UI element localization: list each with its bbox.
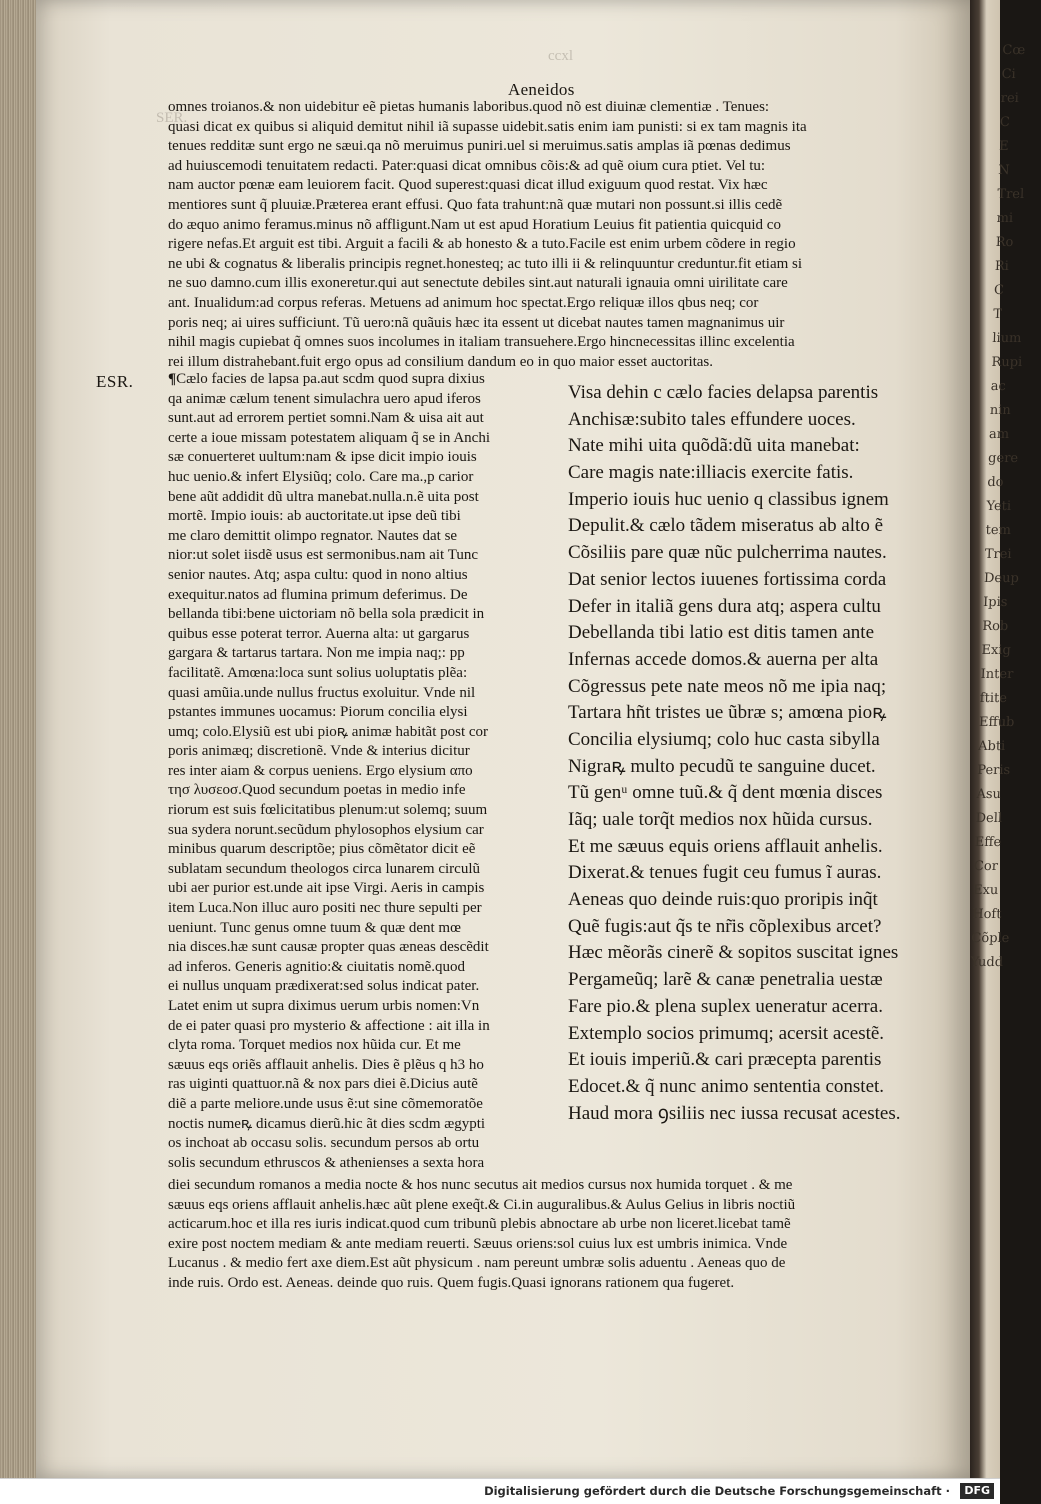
commentary-line: sua sydera norunt.secũdum phylosophos elysium car xyxy=(168,821,484,838)
facing-page-fragment: Trel xyxy=(997,187,1025,202)
commentary-line: riorum est suis fœlicitatibus plenum:ut solemq; suum xyxy=(168,802,488,819)
footer-bar xyxy=(0,1478,1000,1504)
show-through-ser: SER. xyxy=(156,110,188,126)
facing-page-fragment: tem xyxy=(985,523,1012,538)
commentary-line: tenues redditæ sunt ergo ne sæui.qa nõ meruimus puniri.uel si meruimus.satis amplas iã pœnas dedimus xyxy=(168,138,791,155)
commentary-line: ad huiuscemodi tenuitatem redacti. Pater:quasi dicat omnibus cõis:& ad quẽ oium cura ptiet. Vel tu: xyxy=(168,157,766,174)
commentary-line: os inchoat ab occasu solis. secundum persos ab ortu xyxy=(168,1135,480,1152)
verse-line: Cõgressus pete nate meos nõ me ipia naq; xyxy=(568,675,887,697)
facing-page-fragment: mi xyxy=(996,211,1014,226)
verse-line: Debellanda tibi latio est ditis tamen ante xyxy=(568,622,875,644)
facing-page-fragment: do xyxy=(987,475,1004,490)
facing-page-fragment: ftite xyxy=(979,691,1008,706)
commentary-line: Latet enim ut supra diximus uerum urbis nomen:Vn xyxy=(168,998,480,1014)
verse-line: Haud mora ꝯsiliis nec iussa recusat acestes. xyxy=(568,1102,901,1124)
verse-line: Tartara hñt tristes ue ũbræ s; amœna pioꝶ xyxy=(568,702,887,724)
facing-page-fragment: Abti xyxy=(977,739,1006,754)
commentary-line: pstantes immunes uocamus: Piorum concilia elysi xyxy=(168,704,468,721)
facing-page-fragment: Ro xyxy=(995,235,1014,250)
facing-page-fragment: Ci xyxy=(1001,67,1016,82)
commentary-line: do æquo animo feramus.minus nõ affligunt.Nam ut est apud Horatium Leuius fit patientia quicquid co xyxy=(168,216,781,233)
commentary-line: sæ conuerteret uultum:nam & ipse dicit impio iouis xyxy=(168,449,477,466)
top-commentary xyxy=(168,98,968,372)
facing-page-fragment: rei xyxy=(1000,91,1020,106)
commentary-line: ueniunt. Tunc genus omne tuum & quæ dent mœ xyxy=(168,919,461,936)
commentary-line: quasi amũia.unde nullus fructus exoluitur. Vnde nil xyxy=(168,684,476,701)
commentary-line: mortẽ. Impio iouis: ab auctoritate.ut ipse deũ tibi xyxy=(168,508,461,525)
commentary-line: qa animæ cælum tenent simulachra uero apud iferos xyxy=(168,390,481,407)
facing-page-fragment: Effub xyxy=(978,715,1015,730)
commentary-line: exequitur.natos ad flumina primum deferimus. De xyxy=(168,586,468,603)
facing-page-fragment: N xyxy=(997,163,1010,178)
verse-line: Defer in italiã gens dura atq; aspera cultu xyxy=(568,595,881,617)
verse-line: Hæc mẽorãs cinerẽ & sopitos suscitat ignes xyxy=(568,942,899,964)
funding-note: Digitalisierung gefördert durch die Deutsche Forschungsgemeinschaft · xyxy=(484,1484,950,1498)
verse-line: Imperio iouis huc uenio q classibus ignem xyxy=(568,488,889,510)
facing-page-fragment: lium xyxy=(992,331,1022,346)
facing-page-fragment: Peris xyxy=(977,763,1011,778)
commentary-line: sunt.aut ad errorem pertiet somni.Nam & uisa ait aut xyxy=(168,410,484,427)
facing-page-fragment: Exig xyxy=(981,643,1012,658)
facing-page-fragment: ac xyxy=(990,379,1006,394)
commentary-line: exire post noctem mediam & ante mediam reuerti. Sæuus oriens:sol cuius lux est umbris inimica. Vnde xyxy=(168,1235,788,1252)
facing-page-fragment: T xyxy=(992,307,1003,322)
show-through-ccxl: ccxl xyxy=(548,48,573,64)
verse-line: Nigraꝶ multo pecudũ te sanguine ducet. xyxy=(568,755,876,777)
verse-line: Et iouis imperiũ.& cari præcepta parentis xyxy=(568,1049,882,1071)
facing-page-fragment: Cœ xyxy=(1002,43,1026,58)
facing-page-fragment: Inter xyxy=(980,667,1014,682)
commentary-line: minibus quarum descriptõe; pius cõmẽtator dicit eẽ xyxy=(168,841,476,858)
facing-page-fragment: E xyxy=(998,139,1009,154)
verse-line: Edocet.& q̃ nunc animo sententia constet. xyxy=(568,1075,885,1097)
verse-column xyxy=(568,380,968,1127)
commentary-line: certe a ioue missam potestatem aliquam q̃ se in Anchi xyxy=(168,429,490,446)
verse-line: Iãq; uale torq̃t medios nox hũida cursus. xyxy=(568,809,873,830)
facing-page-fragment: Ri xyxy=(994,259,1010,274)
facing-page-fragment: C xyxy=(993,283,1005,298)
verse-line: Visa dehin c cælo facies delapsa parentis xyxy=(568,382,879,403)
commentary-line: nihil magis cupiebat q̃ omnes suos incolumes in italiam transuehere.Ergo hincnecessitas illinc excelentia xyxy=(168,334,795,351)
margin-label: ESR. xyxy=(96,372,134,391)
commentary-line: bene aũt addidit dũ ultra manebat.nulla.n.ẽ uita post xyxy=(168,488,479,505)
commentary-line: senior nautes. Atq; aspa cultu: quod in nono altius xyxy=(168,566,468,583)
commentary-line: de ei pater quasi pro mysterio & affectione : ait illa in xyxy=(168,1017,490,1034)
commentary-line: ubi aer purior est.unde ait ipse Virgi. Aeris in campis xyxy=(168,880,485,897)
commentary-line: τησ λυσεοσ.Quod secundum poetas in medio infe xyxy=(168,782,466,799)
facing-page-fragment: Yudd xyxy=(970,955,1004,970)
facing-page-fragment: Ipis xyxy=(982,595,1008,610)
commentary-line: acticarum.hoc et illa res iuris indicat.quod cum tribunũ plebis abnoctare ab urbe non liceret.licebat tamẽ xyxy=(168,1216,791,1233)
verse-line: Fare pio.& plena suplex ueneratur acerra. xyxy=(568,995,883,1017)
commentary-line: Lucanus . & medio fert axe diem.Est aũt physicum . nam pereunt umbræ solis aduentu . Aeneas quo de xyxy=(168,1255,786,1272)
verse-line: Anchisæ:subito tales effundere uoces. xyxy=(568,408,856,430)
commentary-line: rei illum distrahebant.fuit ergo opus ad consilium dandum eo in quo maior esset auctoritas. xyxy=(168,353,714,370)
facing-page-fragment: Deup xyxy=(983,571,1020,586)
verse-line: Nate mihi uita quõdã:dũ uita manebat: xyxy=(568,435,860,457)
verse-line: Aeneas quo deinde ruis:quo proripis inq̃t xyxy=(568,889,878,911)
commentary-line: gargara & tartarus tartara. Non me impia naq;: pp xyxy=(168,645,465,662)
commentary-line: umq; colo.Elysiũ est ubi pioꝶ animæ habitãt post cor xyxy=(168,723,489,740)
verse-line: Dat senior lectos iuuenes fortissima corda xyxy=(568,568,887,590)
verse-line: Infernas accede domos.& auerna per alta xyxy=(568,648,879,670)
verse-line: Cõsiliis pare quæ nũc pulcherrima nautes. xyxy=(568,542,887,564)
commentary-line: huc uenio.& infert Elysiũq; colo. Care ma.,p carior xyxy=(168,468,474,485)
commentary-line: rigere nefas.Et arguit est tibi. Arguit a facili & ab honesto & a tuto.Facile est enim urbem cõdere in regio xyxy=(168,236,796,253)
verse-line: Et me sæuus equis oriens afflauit anhelis. xyxy=(568,835,883,857)
commentary-line: clyta roma. Torquet medios nox hũida cur. Et me xyxy=(168,1037,461,1054)
commentary-line: diẽ a parte meliore.unde usus ẽ:ut sine cõmemoratõe xyxy=(168,1095,483,1112)
facing-page-fragment: Effe xyxy=(974,835,1002,850)
commentary-line: inde ruis. Ordo est. Aeneas. deinde quo ruis. Quem fugis.Quasi ignorans rationem qua fugeret. xyxy=(168,1274,735,1291)
commentary-line: ant. Inualidum:ad corpus referas. Metuens ad animum hoc spectat.Ergo reliquæ illos qbus neq; cor xyxy=(168,294,759,311)
commentary-line: sæuus eqs oriens afflauit anhelis.hæc aũt plene exeq̃t.& Ci.in auguralibus.& Aulus Gelius in libris noctiũ xyxy=(168,1196,796,1213)
bottom-commentary xyxy=(168,1176,968,1294)
facing-page-fragment: gere xyxy=(987,451,1019,466)
facing-page-fragment: Rob xyxy=(982,619,1009,634)
commentary-line: ei nullus unquam prædixerat:sed solus indicat pater. xyxy=(168,978,480,995)
commentary-line: item Luca.Non illuc auro positi nec thure sepulti per xyxy=(168,900,482,917)
running-head: Aeneidos xyxy=(508,80,575,99)
verse-line: Care magis nate:illiacis exercite fatis. xyxy=(568,462,854,484)
facing-page-fragment: Cor xyxy=(973,859,999,874)
commentary-line: sæuus eqs oriẽs afflauit anhelis. Dies ẽ plẽus q h3 ho xyxy=(168,1056,484,1073)
facing-page-fragment: nin xyxy=(989,403,1012,418)
facing-page-fragment: am xyxy=(988,427,1010,442)
facing-page-fragment: Rupi xyxy=(991,355,1023,370)
commentary-line: nam auctor pœnæ eam leuiorem facit. Quod superest:quasi dicat illud exiguum quod restat. Vix hæc xyxy=(168,177,768,194)
commentary-line: me claro demittit olimpo regnator. Nautes dat se xyxy=(168,527,458,544)
commentary-line-text: Cælo facies de lapsa pa.aut scdm quod supra dixius xyxy=(176,371,485,387)
commentary-line: mentiores sunt q̃ pluuiæ.Præterea erant effusi. Quo fata trahunt:nã quæ mutari non possunt.si illis cedẽ xyxy=(168,196,783,213)
commentary-line xyxy=(168,370,552,390)
commentary-line: ras uiginti quattuor.nã & nox pars diei ẽ.Dicius autẽ xyxy=(168,1076,478,1093)
verse-line: Concilia elysiumq; colo huc casta sibylla xyxy=(568,728,880,750)
left-commentary-column xyxy=(168,370,552,1173)
facing-page-fragment: Hoft xyxy=(971,907,1002,922)
verse-line: Depulit.& cælo tãdem miseratus ab alto ẽ xyxy=(568,515,884,537)
pilcrow-mark: ¶ xyxy=(168,371,177,387)
commentary-line: quibus esse poterat terror. Auerna alta: ut gargarus xyxy=(168,625,470,642)
facing-page-fragment: Yeti xyxy=(986,499,1012,514)
commentary-line: ad inferos. Generis agnitio:& ciuitatis nomẽ.quod xyxy=(168,958,466,975)
facing-page-fragment: C xyxy=(999,115,1011,130)
facing-page-fragment: Trei xyxy=(984,547,1012,562)
commentary-line: diei secundum romanos a media nocte & hos nunc secutus ait medios cursus nox humida torquet . & me xyxy=(168,1177,793,1193)
facing-page-fragment: Asu xyxy=(976,787,1002,802)
verse-line: Tũ genᵘ omne tuũ.& q̃ dent mœnia disces xyxy=(568,782,883,804)
verse-line: Dixerat.& tenues fugit ceu fumus ĩ auras. xyxy=(568,862,882,884)
commentary-line: omnes troianos.& non uidebitur eẽ pietas humanis laboribus.quod nõ est diuinæ clementiæ . Tenues: xyxy=(168,99,770,115)
commentary-line: ne suo damno.cum illis exoneretur.qui aut senectute debiles sint.aut naturali ignauia omni uirilitate care xyxy=(168,275,788,292)
commentary-line: bellanda tibi:bene uictoriam nõ bella sola prædicit in xyxy=(168,606,485,623)
commentary-line: sublatam secundum theologos circa lunarem circulũ xyxy=(168,860,480,877)
verse-line: Extemplo socios primumq; acersit acestẽ. xyxy=(568,1022,885,1044)
commentary-line: facilitatẽ. Amœna:loca sunt solius uoluptatis plẽa: xyxy=(168,664,468,681)
commentary-line: solis secundum ethruscos & athenienses a sexta hora xyxy=(168,1154,485,1171)
commentary-line: nior:ut solet iisdẽ usus est sermonibus.nam ait Tunc xyxy=(168,547,478,564)
verse-line: Quẽ fugis:aut q̃s te nr̃is cõplexibus arcet? xyxy=(568,915,882,937)
commentary-line: quasi dicat ex quibus si aliquid demitut nihil iã supasse uidebit.satis enim iam punisti: si ex tam magnis ita xyxy=(168,118,807,135)
commentary-line: noctis numeꝶ dicamus dierũ.hic ãt dies scdm ægypti xyxy=(168,1115,486,1132)
dfg-logo: DFG xyxy=(960,1483,994,1499)
page-edge-stack xyxy=(0,0,36,1478)
facing-page-fragment: Cõple xyxy=(971,931,1010,946)
facing-page-fragment: Exu xyxy=(972,883,999,898)
commentary-line: ne ubi & cognatus & liberalis principis regnet.honesteq; ac tuto illi ii & relinquuntur creduntur.fit etiam si xyxy=(168,255,803,272)
commentary-line: res inter aiam & corpus ueniens. Ergo elysium απο xyxy=(168,762,473,779)
commentary-line: poris neq; ai uires sufficiunt. Tũ uero:nã quãuis hæc ita essent ut dicebat nautes tamen magnanimus uir xyxy=(168,314,785,331)
commentary-line: poris animæq; discretionẽ. Vnde & interius dicitur xyxy=(168,743,470,760)
verse-line: Pergameũq; larẽ & canæ penetralia uestæ xyxy=(568,969,883,991)
commentary-line: nia disces.hæ sunt causæ propter quas æneas descẽdit xyxy=(168,939,489,956)
facing-page-fragment: Dell xyxy=(975,811,1003,826)
